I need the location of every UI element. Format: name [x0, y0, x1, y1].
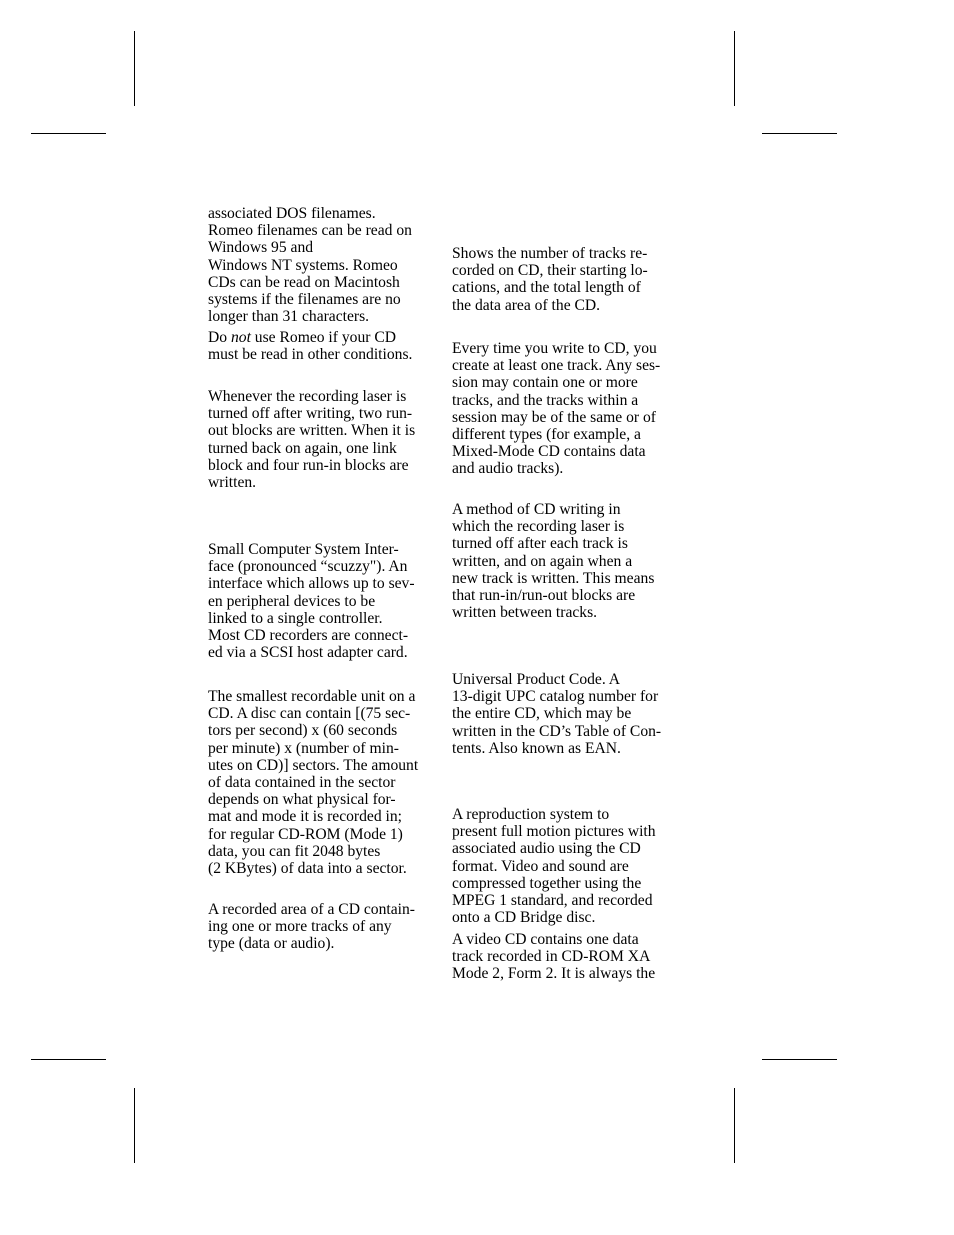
text-line: and audio tracks). — [452, 460, 564, 478]
text-line: cations, and the total length of — [452, 279, 641, 297]
text-line: interface which allows up to sev- — [208, 575, 415, 593]
text-line: linked to a single controller. — [208, 609, 383, 627]
text-line: type (data or audio). — [208, 935, 335, 953]
crop-mark-bottom-left-horizontal — [31, 1059, 106, 1060]
text-line: the entire CD, which may be — [452, 705, 632, 723]
paragraph-dos-filenames — [208, 205, 412, 325]
paragraph-toc — [452, 245, 648, 314]
text-suffix: use Romeo if your CD — [250, 329, 397, 346]
paragraph-upc — [452, 671, 661, 757]
paragraph-track — [452, 340, 660, 478]
text-line: written between tracks. — [452, 604, 598, 622]
paragraph-track-at-once — [452, 501, 654, 621]
text-line: compressed together using the — [452, 874, 642, 892]
text-line: Every time you write to CD, you — [452, 340, 657, 357]
text-line: CDs can be read on Macintosh — [208, 273, 400, 291]
text-line: for regular CD-ROM (Mode 1) — [208, 825, 403, 843]
text-line: Windows NT systems. Romeo — [208, 256, 398, 274]
text-line: new track is written. This means — [452, 569, 655, 587]
paragraph-video-cd-track — [452, 931, 655, 983]
text-line: MPEG 1 standard, and recorded — [452, 891, 653, 909]
paragraph-session — [208, 901, 415, 953]
crop-mark-top-left-vertical — [134, 31, 135, 106]
text-line: tents. Also known as EAN. — [452, 739, 621, 757]
text-line: A video CD contains one data — [452, 931, 639, 948]
text-line: Whenever the recording laser is — [208, 388, 407, 405]
text-line: written in the CD’s Table of Con- — [452, 722, 662, 740]
text-line: systems if the filenames are no — [208, 290, 401, 308]
text-line: written. — [208, 473, 257, 491]
text-line: Romeo filenames can be read on — [208, 222, 412, 240]
text-line: track recorded in CD-ROM XA — [452, 948, 651, 966]
text-line: turned off after each track is — [452, 535, 628, 553]
text-line: data, you can fit 2048 bytes — [208, 842, 381, 860]
text-line: session may be of the same or of — [452, 408, 656, 426]
text-line: en peripheral devices to be — [208, 592, 376, 610]
text-line: Most CD recorders are connect- — [208, 626, 409, 644]
text-line: of data contained in the sector — [208, 773, 396, 791]
text-line: depends on what physical for- — [208, 791, 396, 809]
text-line: Universal Product Code. A — [452, 671, 621, 688]
text-line: A reproduction system to — [452, 806, 610, 823]
paragraph-run-out-blocks — [208, 388, 415, 491]
text-prefix: Do — [208, 329, 231, 346]
text-line: utes on CD)] sectors. The amount — [208, 756, 419, 774]
text-line: written, and on again when a — [452, 552, 633, 570]
text-line: Small Computer System Inter- — [208, 541, 399, 558]
text-line: create at least one track. Any ses- — [452, 357, 661, 375]
text-line: associated audio using the CD — [452, 840, 641, 858]
text-line: mat and mode it is recorded in; — [208, 808, 403, 826]
crop-mark-top-right-horizontal — [762, 133, 837, 134]
text-line: that run-in/run-out blocks are — [452, 586, 636, 604]
text-line: ed via a SCSI host adapter card. — [208, 644, 408, 662]
text-line: (2 KBytes) of data into a sector. — [208, 859, 407, 877]
text-line: A recorded area of a CD contain- — [208, 901, 415, 918]
text-line: face (pronounced “scuzzy"). An — [208, 558, 408, 576]
text-line: Windows 95 and — [208, 239, 314, 257]
crop-mark-bottom-right-vertical — [734, 1088, 735, 1163]
paragraph-romeo-warning — [208, 329, 412, 363]
emphasis-not: not — [230, 329, 251, 346]
text-line: out blocks are written. When it is — [208, 422, 416, 440]
text-line: longer than 31 characters. — [208, 308, 370, 326]
text-line: tors per second) x (60 seconds — [208, 722, 398, 740]
text-line: must be read in other conditions. — [208, 346, 413, 364]
text-line: sion may contain one or more — [452, 374, 638, 392]
text-line: onto a CD Bridge disc. — [452, 909, 596, 927]
text-line: turned off after writing, two run- — [208, 405, 413, 423]
text-line: Mixed-Mode CD contains data — [452, 443, 646, 461]
crop-mark-bottom-right-horizontal — [762, 1059, 837, 1060]
text-line: block and four run-in blocks are — [208, 456, 409, 474]
crop-mark-bottom-left-vertical — [134, 1088, 135, 1163]
text-line: ing one or more tracks of any — [208, 918, 392, 936]
paragraph-scsi — [208, 541, 415, 661]
crop-mark-top-left-horizontal — [31, 133, 106, 134]
text-line: per minute) x (number of min- — [208, 739, 399, 757]
paragraph-video-cd — [452, 806, 656, 926]
text-line: The smallest recordable unit on a — [208, 688, 416, 705]
paragraph-sector — [208, 688, 418, 877]
text-line: CD. A disc can contain [(75 sec- — [208, 705, 411, 723]
text-line: tracks, and the tracks within a — [452, 391, 639, 409]
text-line: A method of CD writing in — [452, 501, 621, 518]
crop-mark-top-right-vertical — [734, 31, 735, 106]
text-line: 13-digit UPC catalog number for — [452, 688, 659, 706]
text-line: which the recording laser is — [452, 518, 625, 536]
text-line: associated DOS filenames. — [208, 205, 376, 222]
text-line — [208, 329, 412, 346]
text-line: Mode 2, Form 2. It is always the — [452, 965, 656, 983]
text-line: Shows the number of tracks re- — [452, 245, 648, 262]
text-line: the data area of the CD. — [452, 296, 601, 314]
text-line: corded on CD, their starting lo- — [452, 262, 648, 280]
text-line: different types (for example, a — [452, 425, 641, 443]
text-line: present full motion pictures with — [452, 823, 656, 841]
text-line: turned back on again, one link — [208, 439, 397, 457]
text-line: format. Video and sound are — [452, 857, 629, 875]
